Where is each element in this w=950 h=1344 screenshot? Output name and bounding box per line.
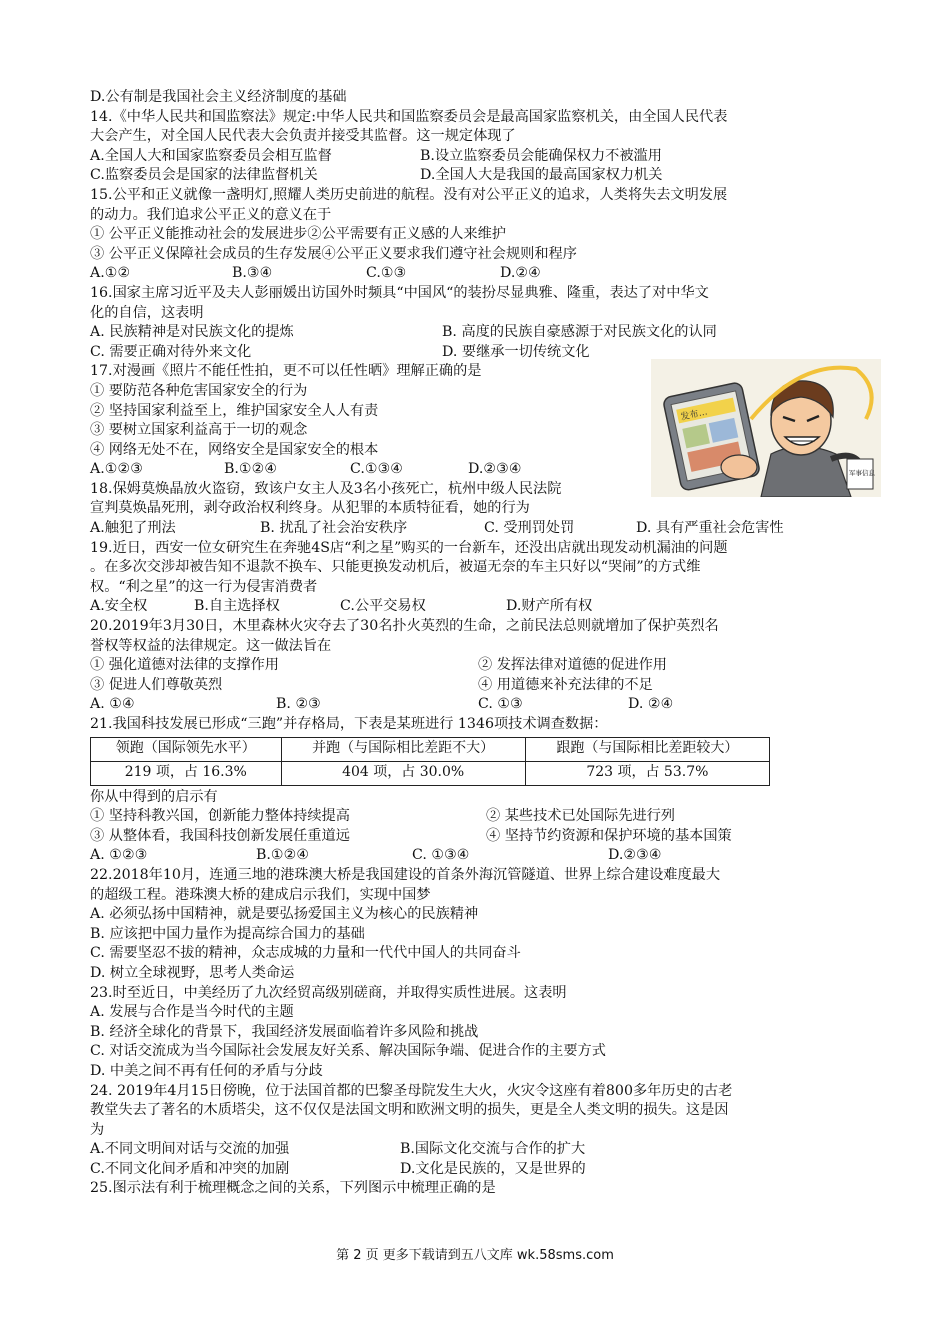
- option-a: A.安全权: [90, 598, 148, 615]
- option-b: B.自主选择权: [194, 598, 280, 615]
- question-24-options: [90, 1140, 880, 1160]
- option-a: A.不同文明间对话与交流的加强: [90, 1141, 290, 1158]
- option-c: C.①③④: [350, 461, 404, 478]
- tech-survey-table: [90, 737, 770, 786]
- question-23-option: A. 发展与合作是当今时代的主题: [90, 1004, 294, 1021]
- item-4: ④ 坚持节约资源和保护环境的基本国策: [486, 827, 732, 844]
- question-19-stem: 。在多次交涉却被告知不退款不换车、只能更换发动机后，被逼无奈的车主只好以“哭闹”的方式维: [90, 559, 701, 576]
- question-21-prompt: 你从中得到的启示有: [90, 788, 218, 805]
- question-18-stem: 宣判莫焕晶死刑，剥夺政治权利终身。从犯罪的本质特征看，她的行为: [90, 500, 530, 517]
- question-23-option: C. 对话交流成为当今国际社会发展友好关系、解决国际争端、促进合作的主要方式: [90, 1043, 606, 1060]
- phone-screen-text: 发布…: [679, 407, 709, 423]
- question-17-item: ② 坚持国家利益至上，维护国家安全人人有责: [90, 402, 379, 419]
- option-a: A.触犯了刑法: [90, 520, 176, 537]
- option-c: C. 需要正确对待外来文化: [90, 343, 252, 360]
- option-b: B. 扰乱了社会治安秩序: [260, 520, 408, 537]
- option-c: C. ①③④: [412, 847, 470, 864]
- exam-page: [90, 88, 880, 1199]
- question-17: [90, 362, 645, 480]
- question-14-stem: 大会产生，对全国人民代表大会负责并接受其监督。这一规定体现了: [90, 128, 516, 145]
- question-21-items: [90, 807, 880, 827]
- option-b: B.③④: [232, 265, 273, 282]
- question-16-options: [90, 323, 880, 343]
- item-3: ③ 促进人们尊敬英烈: [90, 676, 223, 693]
- question-25-stem: 25.图示法有利于梳理概念之间的关系，下列图示中梳理正确的是: [90, 1180, 496, 1197]
- option-b: B.①②④: [256, 847, 310, 864]
- item-3: ③ 从整体看，我国科技创新发展任重道远: [90, 827, 350, 844]
- option-b: B.设立监察委员会能确保权力不被滥用: [420, 147, 662, 164]
- question-16-stem: 化的自信，这表明: [90, 304, 204, 321]
- item-4: ④ 用道德来补充法律的不足: [478, 676, 653, 693]
- question-21-stem: 21.我国科技发展已形成“三跑”并存格局，下表是某班进行 1346项技术调查数据：: [90, 716, 608, 732]
- table-header-cell: 并跑（与国际相比差距不大）: [281, 737, 525, 761]
- question-18-stem: 18.保姆莫焕晶放火盗窃，致该户女主人及3名小孩死亡，杭州中级人民法院: [90, 480, 562, 497]
- question-22-option: D. 树立全球视野，思考人类命运: [90, 964, 295, 981]
- table-header-row: [91, 737, 770, 761]
- question-19-stem: 权。“利之星”的这一行为侵害消费者: [90, 578, 318, 595]
- question-19-stem: 19.近日，西安一位女研究生在奔驰4S店“利之星”购买的一台新车，还没出店就出现发动机漏油的问题: [90, 539, 728, 556]
- question-16-stem: 16.国家主席习近平及夫人彭丽媛出访国外时频具“中国风“的装扮尽显典雅、隆重，表达了对中华文: [90, 284, 709, 301]
- table-cell: 723 项，占 53.7%: [525, 761, 769, 785]
- option-c: C.监察委员会是国家的法律监督机关: [90, 167, 318, 184]
- option-d: D. 具有严重社会危害性: [636, 520, 784, 537]
- option-d: D.②③④: [608, 847, 662, 864]
- option-d: D.财产所有权: [506, 598, 593, 615]
- option-a: A.全国人大和国家监察委员会相互监督: [90, 147, 332, 164]
- question-19-options: [90, 597, 880, 617]
- option-b: B.国际文化交流与合作的扩大: [400, 1141, 586, 1158]
- table-header-cell: 跟跑（与国际相比差距较大）: [525, 737, 769, 761]
- question-line: D.公有制是我国社会主义经济制度的基础: [90, 89, 347, 105]
- option-a: A.①②③: [90, 461, 143, 478]
- question-15-options: [90, 264, 880, 284]
- question-14-options: [90, 147, 880, 167]
- question-22-option: B. 应该把中国力量作为提高综合国力的基础: [90, 925, 365, 942]
- question-22-stem: 的超级工程。港珠澳大桥的建成启示我们，实现中国梦: [90, 886, 431, 903]
- question-15-stem: 的动力。我们追求公平正义的意义在于: [90, 206, 332, 223]
- cartoon-illustration: [651, 359, 881, 497]
- option-d: D.全国人大是我国的最高国家权力机关: [420, 167, 663, 184]
- item-2: ② 发挥法律对道德的促进作用: [478, 657, 667, 674]
- question-22-option: C. 需要坚忍不拔的精神，众志成城的力量和一代代中国人的共同奋斗: [90, 945, 521, 962]
- option-d: D.文化是民族的，又是世界的: [400, 1160, 586, 1177]
- question-24-stem: 教堂失去了著名的木质塔尖，这不仅仅是法国文明和欧洲文明的损失，更是全人类文明的损失。这是因: [90, 1102, 729, 1119]
- question-14-stem: 14.《中华人民共和国监察法》规定:中华人民共和国监察委员会是最高国家监察机关，由全国人民代表: [90, 108, 728, 125]
- question-15-item: ① 公平正义能推动社会的发展进步②公平需要有正义感的人来维护: [90, 226, 506, 243]
- option-d: D. 要继承一切传统文化: [442, 343, 590, 360]
- question-22-option: A. 必须弘扬中国精神，就是要弘扬爱国主义为核心的民族精神: [90, 906, 479, 923]
- question-24-options: [90, 1160, 880, 1180]
- table-cell: 219 项，占 16.3%: [91, 761, 282, 785]
- question-20-stem: 20.2019年3月30日，木里森林火灾夺去了30名扑火英烈的生命，之前民法总则就增加了保护英烈名: [90, 618, 719, 635]
- option-d: D.②④: [500, 265, 541, 282]
- option-c: C. 受刑罚处罚: [484, 520, 575, 537]
- table-cell: 404 项，占 30.0%: [281, 761, 525, 785]
- item-1: ① 坚持科教兴国，创新能力整体持续提高: [90, 808, 350, 825]
- question-21-items: [90, 827, 880, 847]
- question-23-option: D. 中美之间不再有任何的矛盾与分歧: [90, 1062, 323, 1079]
- option-a: A. ①④: [90, 696, 135, 713]
- question-17-item: ④ 网络无处不在，网络安全是国家安全的根本: [90, 441, 379, 458]
- option-c: C. ①③: [478, 696, 523, 713]
- item-2: ② 某些技术已处国际先进行列: [486, 808, 675, 825]
- question-17-item: ③ 要树立国家利益高于一切的观念: [90, 422, 308, 439]
- question-22-stem: 22.2018年10月，连通三地的港珠澳大桥是我国建设的首条外海沉管隧道、世界上综合建设难度最大: [90, 866, 721, 883]
- page-footer: 第 2 页 更多下载请到五八文库 wk.58sms.com: [336, 1248, 614, 1263]
- question-15-stem: 15.公平和正义就像一盏明灯,照耀人类历史前进的航程。没有对公平正义的追求，人类将失去文明发展: [90, 186, 728, 203]
- option-d: D. ②④: [628, 696, 674, 713]
- question-20-items: [90, 676, 880, 696]
- option-b: B.①②④: [224, 461, 278, 478]
- question-17-item: ① 要防范各种危害国家安全的行为: [90, 382, 308, 399]
- option-a: A. 民族精神是对民族文化的提炼: [90, 324, 294, 341]
- item-1: ① 强化道德对法律的支撑作用: [90, 657, 279, 674]
- question-21-options: [90, 846, 880, 866]
- question-24-stem: 24. 2019年4月15日傍晚，位于法国首都的巴黎圣母院发生大火，火灾令这座有着800多年历史的古老: [90, 1082, 733, 1099]
- table-row: [91, 761, 770, 785]
- question-23-option: B. 经济全球化的背景下，我国经济发展面临着许多风险和挑战: [90, 1023, 479, 1040]
- option-d: D.②③④: [468, 461, 522, 478]
- question-15-item: ③ 公平正义保障社会成员的生存发展④公平正义要求我们遵守社会规则和程序: [90, 245, 577, 262]
- option-a: A. ①②③: [90, 847, 148, 864]
- question-18-options: [90, 519, 880, 539]
- option-c: C.①③: [366, 265, 407, 282]
- question-17-stem: 17.对漫画《照片不能任性拍，更不可以任性晒》理解正确的是: [90, 363, 482, 380]
- option-b: B. ②③: [276, 696, 321, 713]
- question-24-stem: 为: [90, 1121, 105, 1138]
- option-b: B. 高度的民族自豪感源于对民族文化的认同: [442, 324, 717, 341]
- question-14-options: [90, 166, 880, 186]
- option-a: A.①②: [90, 265, 131, 282]
- paper-text: 军事信息: [849, 469, 875, 477]
- question-20-options: [90, 695, 880, 715]
- option-c: C.不同文化间矛盾和冲突的加剧: [90, 1160, 290, 1177]
- question-23-stem: 23.时至近日，中美经历了九次经贸高级别磋商，并取得实质性进展。这表明: [90, 984, 567, 1001]
- table-header-cell: 领跑（国际领先水平）: [91, 737, 282, 761]
- question-17-options: [90, 460, 645, 480]
- question-20-stem: 誉权等权益的法律规定。这一做法旨在: [90, 637, 332, 654]
- question-20-items: [90, 656, 880, 676]
- option-c: C.公平交易权: [340, 598, 426, 615]
